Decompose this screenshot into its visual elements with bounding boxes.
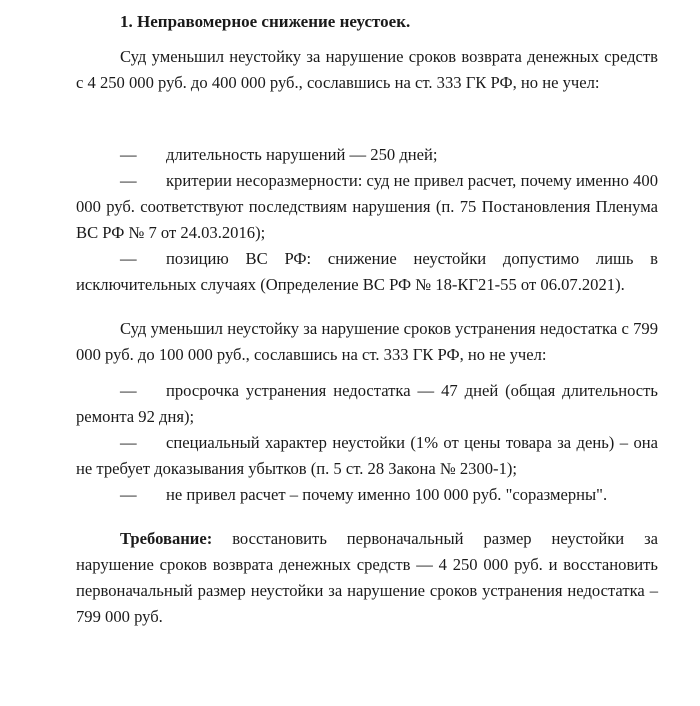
dash-marker: — <box>120 433 137 452</box>
requirement-text: восстановить первоначальный размер неустойки за нарушение сроков возврата денежных средств — 4 250 000 руб. и восстановить первоначальный размер неустойки за нарушение сроков устранения недостатка – 799 000 руб. <box>76 529 658 626</box>
list-item <box>76 430 658 482</box>
dash-marker: — <box>120 249 137 268</box>
list-item-text: критерии несоразмерности: суд не привел расчет, почему именно 400 000 руб. соответствуют последствиям нарушения (п. 75 Постановления Пленума ВС РФ № 7 от 24.03.2016); <box>76 171 658 242</box>
list-item <box>76 142 658 168</box>
list-item <box>76 378 658 430</box>
paragraph-refund-penalty: Суд уменьшил неустойку за нарушение сроков возврата денежных средств с 4 250 000 руб. до 400 000 руб., сославшись на ст. 333 ГК РФ, но не учел: <box>76 47 658 92</box>
requirement-label: Требование: <box>120 529 213 548</box>
dash-marker: — <box>120 485 137 504</box>
list-item-text: специальный характер неустойки (1% от цены товара за день) – она не требует доказывания убытков (п. 5 ст. 28 Закона № 2300-1); <box>76 433 658 478</box>
paragraph-defect-penalty: Суд уменьшил неустойку за нарушение сроков устранения недостатка с 799 000 руб. до 100 000 руб., сославшись на ст. 333 ГК РФ, но не учел: <box>76 319 658 364</box>
list-item-text: длительность нарушений — 250 дней; <box>166 145 438 164</box>
dash-marker: — <box>120 145 137 164</box>
dash-marker: — <box>120 381 137 400</box>
list-item-text: просрочка устранения недостатка — 47 дней (общая длительность ремонта 92 дня); <box>76 381 658 426</box>
requirement-paragraph <box>76 526 658 630</box>
list-item <box>76 482 658 508</box>
dash-marker: — <box>120 171 137 190</box>
section-heading: 1. Неправомерное снижение неустоек. <box>120 12 411 31</box>
list-item <box>76 246 658 298</box>
list-item-text: позицию ВС РФ: снижение неустойки допустимо лишь в исключительных случаях (Определение ВС РФ № 18-КГ21-55 от 06.07.2021). <box>76 249 658 294</box>
list-item <box>76 168 658 246</box>
list-item-text: не привел расчет – почему именно 100 000 руб. "соразмерны". <box>166 485 608 504</box>
